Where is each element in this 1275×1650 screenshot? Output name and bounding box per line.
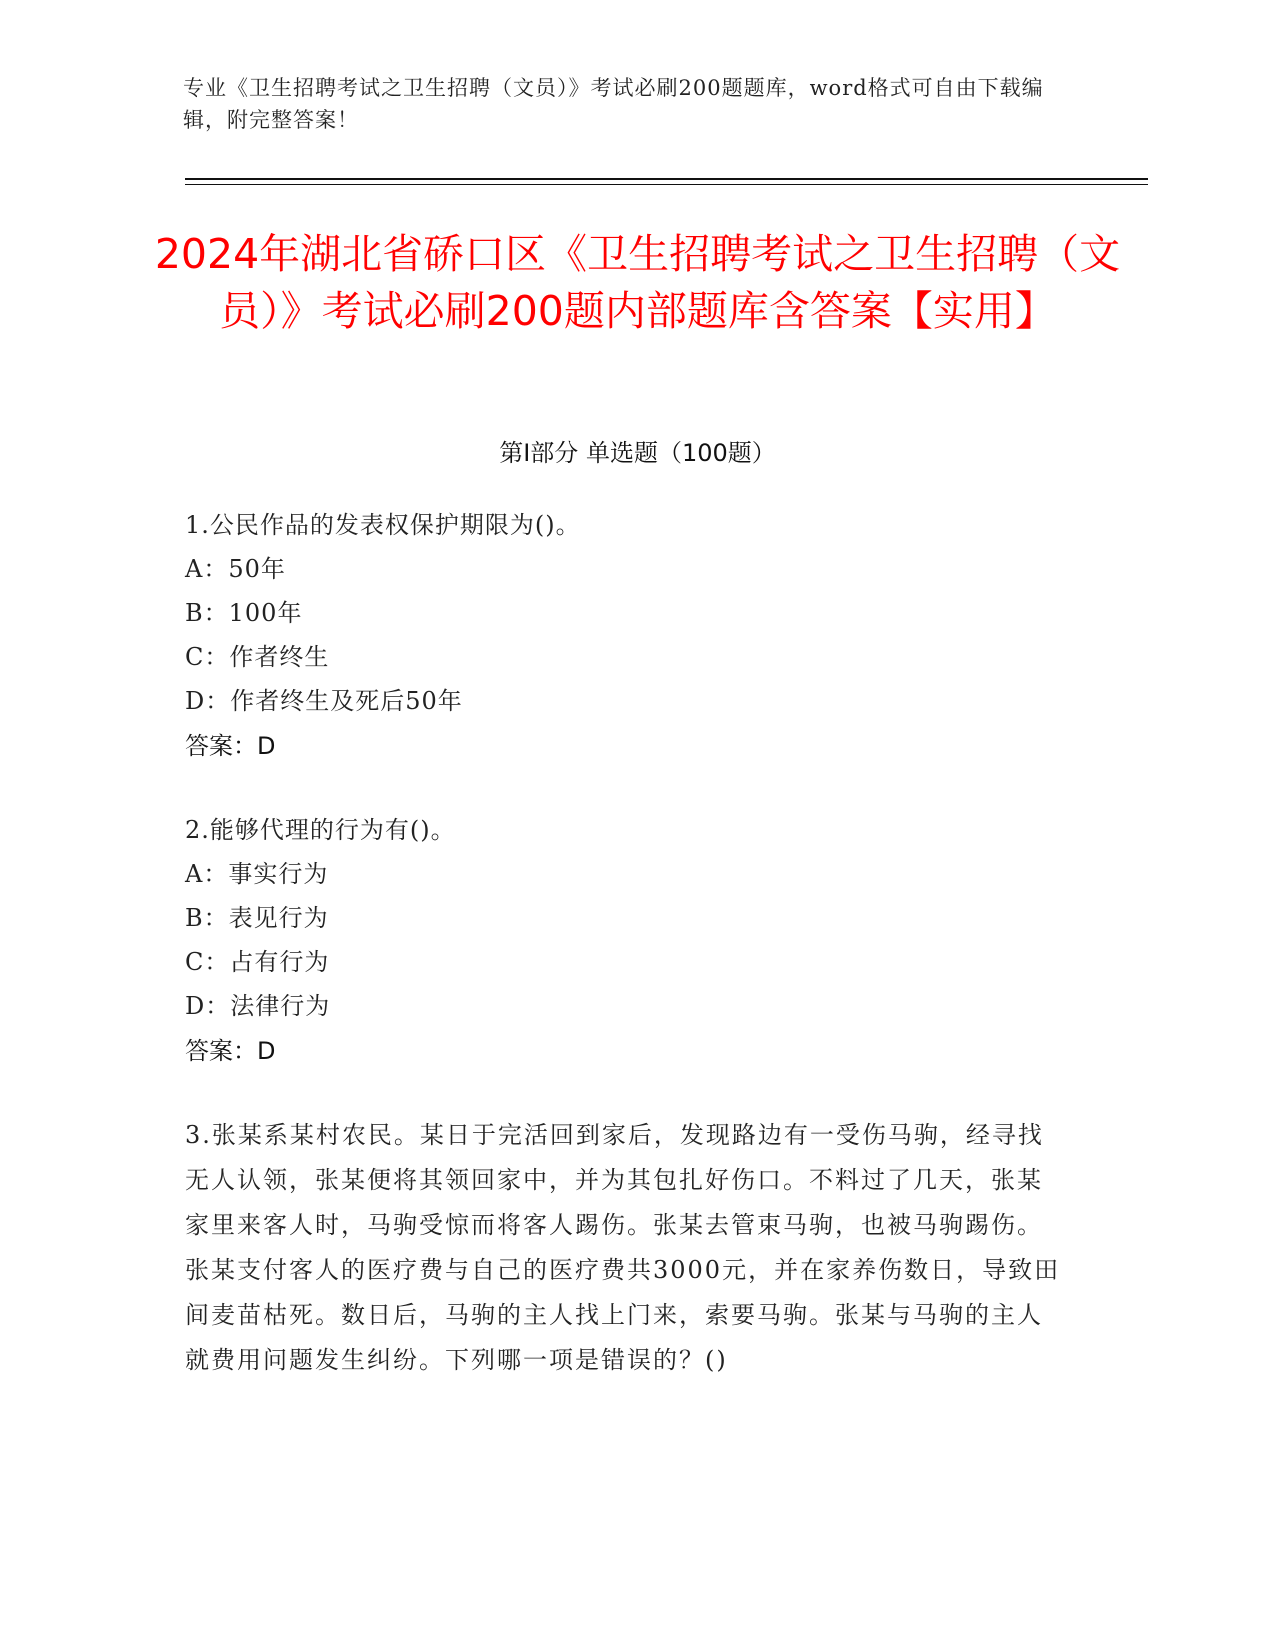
question-3-text: 3.张某系某村农民。某日于完活回到家后，发现路边有一受伤马驹，经寻找无人认领，张某便将其领回家中，并为其包扎好伤口。不料过了几天，张某家里来客人时，马驹受惊而将客人踢伤。张某去管束马驹，也被马驹踢伤。张某支付客人的医疗费与自己的医疗费共3000元，并在家养伤数日，导致田间麦苗枯死。数日后，马驹的主人找上门来，索要马驹。张某与马驹的主人就费用问题发生纠纷。下列哪一项是错误的？() bbox=[185, 1121, 1061, 1374]
question-1-text: 1.公民作品的发表权保护期限为()。 bbox=[185, 511, 581, 539]
question-2-option-d: D：法律行为 bbox=[185, 992, 331, 1020]
answer-label: 答案： bbox=[185, 732, 257, 760]
question-1-option-d: D：作者终生及死后50年 bbox=[185, 687, 463, 715]
question-2-answer bbox=[185, 1028, 1065, 1074]
header-divider-thin bbox=[185, 184, 1148, 185]
question-2-option-a: A：事实行为 bbox=[185, 860, 329, 888]
question-1-answer-key: D bbox=[257, 732, 276, 760]
header-divider-thick bbox=[185, 178, 1148, 180]
question-1 bbox=[185, 503, 1065, 769]
question-2-option-b: B：表见行为 bbox=[185, 904, 329, 932]
question-1-option-a: A：50年 bbox=[185, 555, 286, 583]
answer-label: 答案： bbox=[185, 1037, 257, 1065]
question-2-option-c: C：占有行为 bbox=[185, 948, 330, 976]
question-2-text: 2.能够代理的行为有()。 bbox=[185, 816, 456, 844]
question-1-answer bbox=[185, 723, 1065, 769]
document-title: 2024年湖北省硚口区《卫生招聘考试之卫生招聘（文员）》考试必刷200题内部题库含答案【实用】 bbox=[154, 230, 1121, 335]
question-1-option-b: B：100年 bbox=[185, 599, 303, 627]
question-3 bbox=[185, 1113, 1065, 1383]
question-1-option-c: C：作者终生 bbox=[185, 643, 330, 671]
question-2-answer-key: D bbox=[257, 1037, 276, 1065]
header-note: 专业《卫生招聘考试之卫生招聘（文员）》考试必刷200题题库，word格式可自由下载编辑，附完整答案！ bbox=[183, 76, 1044, 132]
section-heading: 第Ⅰ部分 单选题（100题） bbox=[499, 439, 776, 467]
question-2 bbox=[185, 808, 1065, 1074]
